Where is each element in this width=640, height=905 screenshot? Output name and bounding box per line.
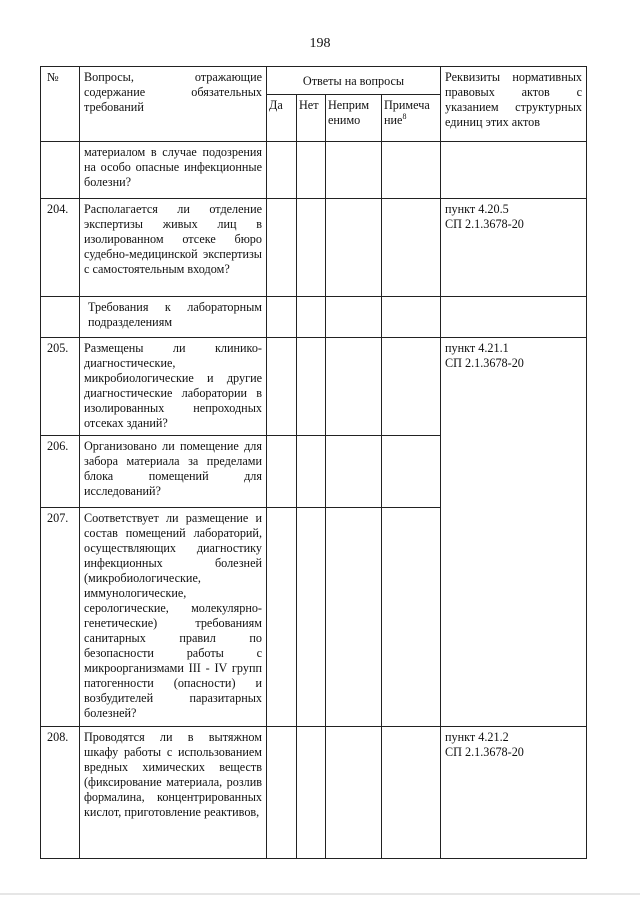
table-row <box>41 727 587 859</box>
answer-note-cell <box>382 297 441 338</box>
answer-note-cell[interactable] <box>382 727 441 859</box>
row-question: Располагается ли отделение экспертизы живых лиц в изолированном отсеке бюро судебно-медицинской экспертизы с самостоятельным входом? <box>80 199 267 297</box>
row-reference <box>441 297 587 338</box>
section-title: Требования к лабораторным подразделениям <box>80 297 267 338</box>
answer-yes-cell[interactable] <box>267 436 297 508</box>
answer-na-cell[interactable] <box>326 727 382 859</box>
header-note-line2 <box>384 113 438 128</box>
answer-yes-cell[interactable] <box>267 199 297 297</box>
row-number <box>41 297 80 338</box>
row-reference <box>441 199 587 297</box>
header-number: № <box>41 67 80 142</box>
answer-no-cell[interactable] <box>297 436 326 508</box>
answer-no-cell[interactable] <box>297 199 326 297</box>
answer-no-cell[interactable] <box>297 142 326 199</box>
answer-na-cell[interactable] <box>326 436 382 508</box>
answer-yes-cell[interactable] <box>267 508 297 727</box>
row-question: Размещены ли клинико-диагностические, микробиологические и другие диагностические лаборатории в изолированных непроходных отсеках зданий? <box>80 338 267 436</box>
reference-clause: пункт 4.20.5 <box>445 202 509 216</box>
page-number: 198 <box>309 36 331 51</box>
answer-no-cell[interactable] <box>297 338 326 436</box>
header-na-line2: енимо <box>328 113 361 127</box>
header-not-applicable <box>326 95 382 142</box>
row-number: 205. <box>41 338 80 436</box>
row-question: Проводятся ли в вытяжном шкафу работы с использованием вредных химических веществ (фиксирование материала, розлив формалина, концентрированных кислот, приготовление реактивов, <box>80 727 267 859</box>
section-row <box>41 297 587 338</box>
reference-act: СП 2.1.3678-20 <box>445 356 524 370</box>
answer-note-cell[interactable] <box>382 436 441 508</box>
requirements-table <box>40 66 587 859</box>
row-question: Организовано ли помещение для забора материала за пределами блока помещений для исследований? <box>80 436 267 508</box>
header-yes: Да <box>267 95 297 142</box>
answer-no-cell[interactable] <box>297 508 326 727</box>
row-number <box>41 142 80 199</box>
row-number: 206. <box>41 436 80 508</box>
reference-clause: пункт 4.21.2 <box>445 730 509 744</box>
answer-na-cell[interactable] <box>326 338 382 436</box>
answer-note-cell[interactable] <box>382 338 441 436</box>
row-reference <box>441 727 587 859</box>
header-note-line1: Примеча <box>384 98 430 112</box>
table-row <box>41 142 587 199</box>
scan-edge-line <box>0 893 640 895</box>
reference-clause: пункт 4.21.1 <box>445 341 509 355</box>
row-reference <box>441 338 587 727</box>
row-question: материалом в случае подозрения на особо опасные инфекционные болезни? <box>80 142 267 199</box>
row-number: 207. <box>41 508 80 727</box>
footnote-marker: 8 <box>402 111 407 121</box>
answer-yes-cell[interactable] <box>267 142 297 199</box>
answer-note-cell[interactable] <box>382 199 441 297</box>
table-row <box>41 338 587 436</box>
row-question: Соответствует ли размещение и состав помещений лабораторий, осуществляющих диагностику инфекционных болезней (микробиологические, иммунологические, серологические, молекулярно-генетические) требованиям санитарных правил по безопасности работы с микроорганизмами III - IV групп патогенности (опасности) и возбудителей паразитарных болезней? <box>80 508 267 727</box>
header-answers: Ответы на вопросы <box>267 67 441 95</box>
answer-yes-cell[interactable] <box>267 727 297 859</box>
reference-act: СП 2.1.3678-20 <box>445 217 524 231</box>
answer-yes-cell[interactable] <box>267 338 297 436</box>
header-questions: Вопросы, отражающие содержание обязательных требований <box>80 67 267 142</box>
row-number: 204. <box>41 199 80 297</box>
answer-na-cell[interactable] <box>326 199 382 297</box>
header-note-text: ние <box>384 113 403 127</box>
row-number: 208. <box>41 727 80 859</box>
table-row <box>41 199 587 297</box>
header-na-line1: Неприм <box>328 98 370 112</box>
answer-no-cell <box>297 297 326 338</box>
header-note <box>382 95 441 142</box>
answer-no-cell[interactable] <box>297 727 326 859</box>
header-references: Реквизиты нормативных правовых актов с указанием структурных единиц этих актов <box>441 67 587 142</box>
answer-na-cell[interactable] <box>326 508 382 727</box>
answer-na-cell[interactable] <box>326 142 382 199</box>
row-reference <box>441 142 587 199</box>
answer-note-cell[interactable] <box>382 508 441 727</box>
table-header-row <box>41 67 587 95</box>
header-no: Нет <box>297 95 326 142</box>
answer-na-cell <box>326 297 382 338</box>
reference-act: СП 2.1.3678-20 <box>445 745 524 759</box>
answer-yes-cell <box>267 297 297 338</box>
answer-note-cell[interactable] <box>382 142 441 199</box>
